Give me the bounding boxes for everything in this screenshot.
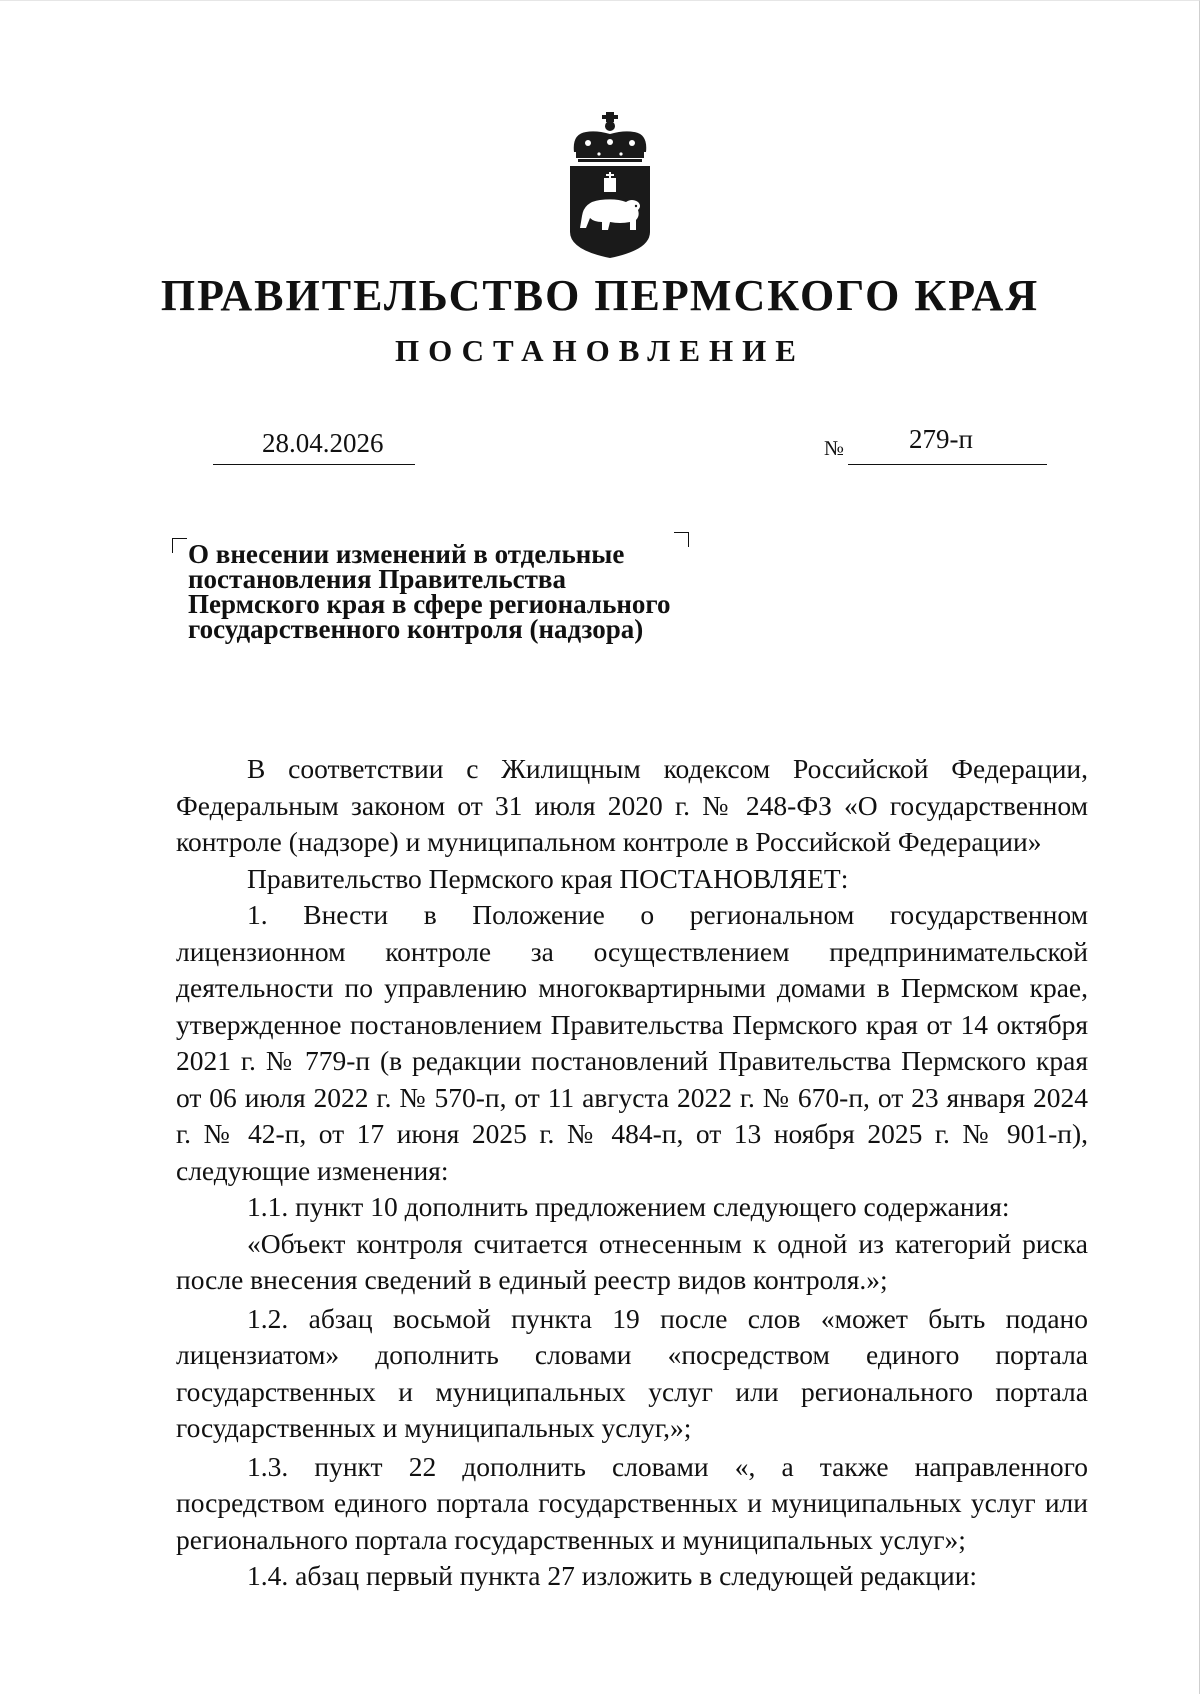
document-number: 279-п [909, 424, 973, 454]
perm-krai-coat-of-arms-icon [566, 112, 654, 260]
document-body [176, 751, 1088, 1595]
body-paragraph: 1.1. пункт 10 дополнить предложением следующего содержания: [247, 1191, 1010, 1222]
body-paragraph: 1.2. абзац восьмой пункта 19 после слов «может быть подано лицензиатом» дополнить словами «посредством единого портала государственных и муниципальных услуг или регионального портала государственных и муниципальных услуг,»; [176, 1302, 1088, 1443]
organization-title: ПРАВИТЕЛЬСТВО ПЕРМСКОГО КРАЯ [160, 271, 1040, 320]
subject-line: Пермского края в сфере регионального [188, 589, 671, 619]
body-paragraph: Правительство Пермского края ПОСТАНОВЛЯЕТ: [247, 862, 849, 894]
document-type: ПОСТАНОВЛЕНИЕ [395, 333, 805, 368]
body-paragraph: 1.4. абзац первый пункта 27 изложить в следующей редакции: [247, 1560, 978, 1591]
body-paragraph: 1.3. пункт 22 дополнить словами «, а также направленного посредством единого портала государственных и муниципальных услуг или регионального портала государственных и муниципальных услуг»; [176, 1450, 1088, 1555]
number-sign: № [824, 436, 845, 460]
subject-line: постановления Правительства [188, 564, 566, 594]
document-date: 28.04.2026 [262, 428, 384, 458]
subject-line: О внесении изменений в отдельные [188, 539, 625, 569]
body-paragraph: «Объект контроля считается отнесенным к одной из категорий риска после внесения сведений в единый реестр видов контроля.»; [176, 1227, 1088, 1295]
subject-line: государственного контроля (надзора) [188, 614, 644, 644]
subject-corner-left [172, 538, 187, 553]
body-paragraph: 1. Внести в Положение о региональном государственном лицензионном контроле за осуществлением предпринимательской деятельности по управлению многоквартирными домами в Пермском крае, утвержденное постановлением Правительства Пермского края от 14 октября 2021 г. № 779-п (в редакции постановлений Правительства Пермского края от 06 июля 2022 г. № 570-п, от 11 августа 2022 г. № 670-п, от 23 января 2024 г. № 42-п, от 17 июня 2025 г. № 484-п, от 13 ноября 2025 г. № 901-п), следующие изменения: [176, 899, 1088, 1186]
document-subject [188, 539, 748, 644]
body-paragraph: В соответствии с Жилищным кодексом Российской Федерации, Федеральным законом от 31 июля 2020 г. № 248-ФЗ «О государственном контроле (надзоре) и муниципальном контроле в Российской Федерации» [176, 753, 1088, 857]
